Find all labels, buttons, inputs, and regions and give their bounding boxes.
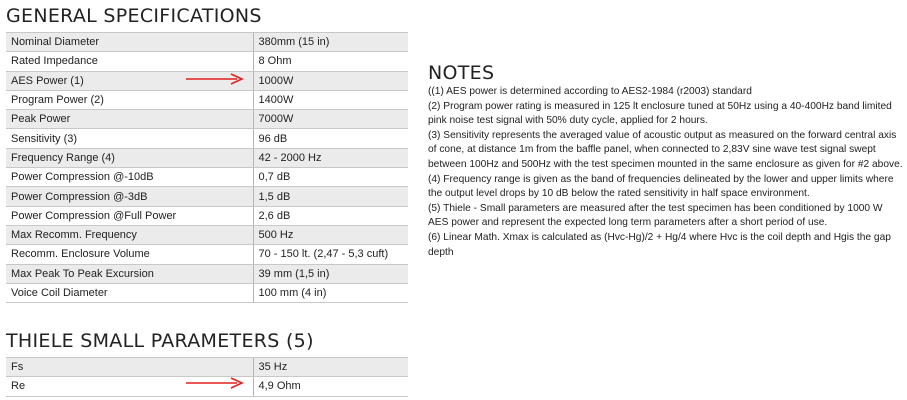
spec-value: 39 mm (1,5 in) [253,264,408,283]
table-row [6,264,408,283]
table-row [6,110,408,129]
spec-value: 42 - 2000 Hz [253,148,408,167]
table-row [6,187,408,206]
note-item: ((1) AES power is determined according to AES2-1984 (r2003) standard [428,86,752,97]
table-row [6,129,408,148]
spec-label: AES Power (1) [6,71,253,90]
spec-value: 100 mm (4 in) [253,283,408,302]
table-row [6,245,408,264]
spec-label: Frequency Range (4) [6,148,253,167]
param-value: 4,9 Ohm [253,377,408,396]
spec-label: Power Compression @Full Power [6,206,253,225]
spec-value: 380mm (15 in) [253,33,408,52]
param-label: Fs [6,358,253,377]
note-item: (3) Sensitivity represents the averaged value of acoustic output as measured on the forward central axis of cone, at distance 1m from the baffle panel, when connected to 2,83V sine wave test signal swept between 100Hz and 500Hz with the test specimen mounted in the same enclosure as given for #2 above. [428,129,903,170]
spec-value: 1400W [253,90,408,109]
spec-label: Rated Impedance [6,52,253,71]
table-row [6,225,408,244]
spec-label: Power Compression @-10dB [6,168,253,187]
spec-value: 1,5 dB [253,187,408,206]
spec-value: 1000W [253,71,408,90]
spec-value: 70 - 150 lt. (2,47 - 5,3 cuft) [253,245,408,264]
spec-label: Voice Coil Diameter [6,283,253,302]
spec-value: 0,7 dB [253,168,408,187]
table-row [6,283,408,302]
table-row [6,358,408,377]
red-arrow-icon [185,376,245,390]
param-value: 35 Hz [253,358,408,377]
spec-value: 8 Ohm [253,52,408,71]
spec-label: Nominal Diameter [6,33,253,52]
spec-value: 500 Hz [253,225,408,244]
notes-body [428,85,904,260]
spec-label: Recomm. Enclosure Volume [6,245,253,264]
table-row [6,168,408,187]
spec-label: Max Recomm. Frequency [6,225,253,244]
table-row [6,90,408,109]
table-row [6,206,408,225]
red-arrow-icon [185,72,245,86]
thiele-small-parameters-title: THIELE SMALL PARAMETERS (5) [6,330,314,352]
spec-label: Peak Power [6,110,253,129]
spec-label: Max Peak To Peak Excursion [6,264,253,283]
spec-label: Program Power (2) [6,90,253,109]
table-row [6,52,408,71]
spec-label: Power Compression @-3dB [6,187,253,206]
spec-label: Sensitivity (3) [6,129,253,148]
note-item: (2) Program power rating is measured in 125 lt enclosure tuned at 50Hz using a 40-400Hz band limited pink noise test signal with 50% duty cycle, applied for 2 hours. [428,100,892,127]
note-item: (6) Linear Math. Xmax is calculated as (Hvc-Hg)/2 + Hg/4 where Hvc is the coil depth and Hgis the gap depth [428,231,891,258]
table-row [6,33,408,52]
table-row [6,148,408,167]
spec-value: 96 dB [253,129,408,148]
spec-value: 7000W [253,110,408,129]
general-specifications-title: GENERAL SPECIFICATIONS [6,5,262,27]
spec-value: 2,6 dB [253,206,408,225]
notes-title: NOTES [428,62,495,84]
note-item: (5) Thiele - Small parameters are measured after the test specimen has been conditioned by 1000 W AES power and represent the expected long term parameters after a short period of use. [428,202,883,229]
note-item: (4) Frequency range is given as the band of frequencies delineated by the lower and upper limits where the output level drops by 10 dB below the rated sensitivity in half space environment. [428,173,894,200]
param-label: Re [6,377,253,396]
